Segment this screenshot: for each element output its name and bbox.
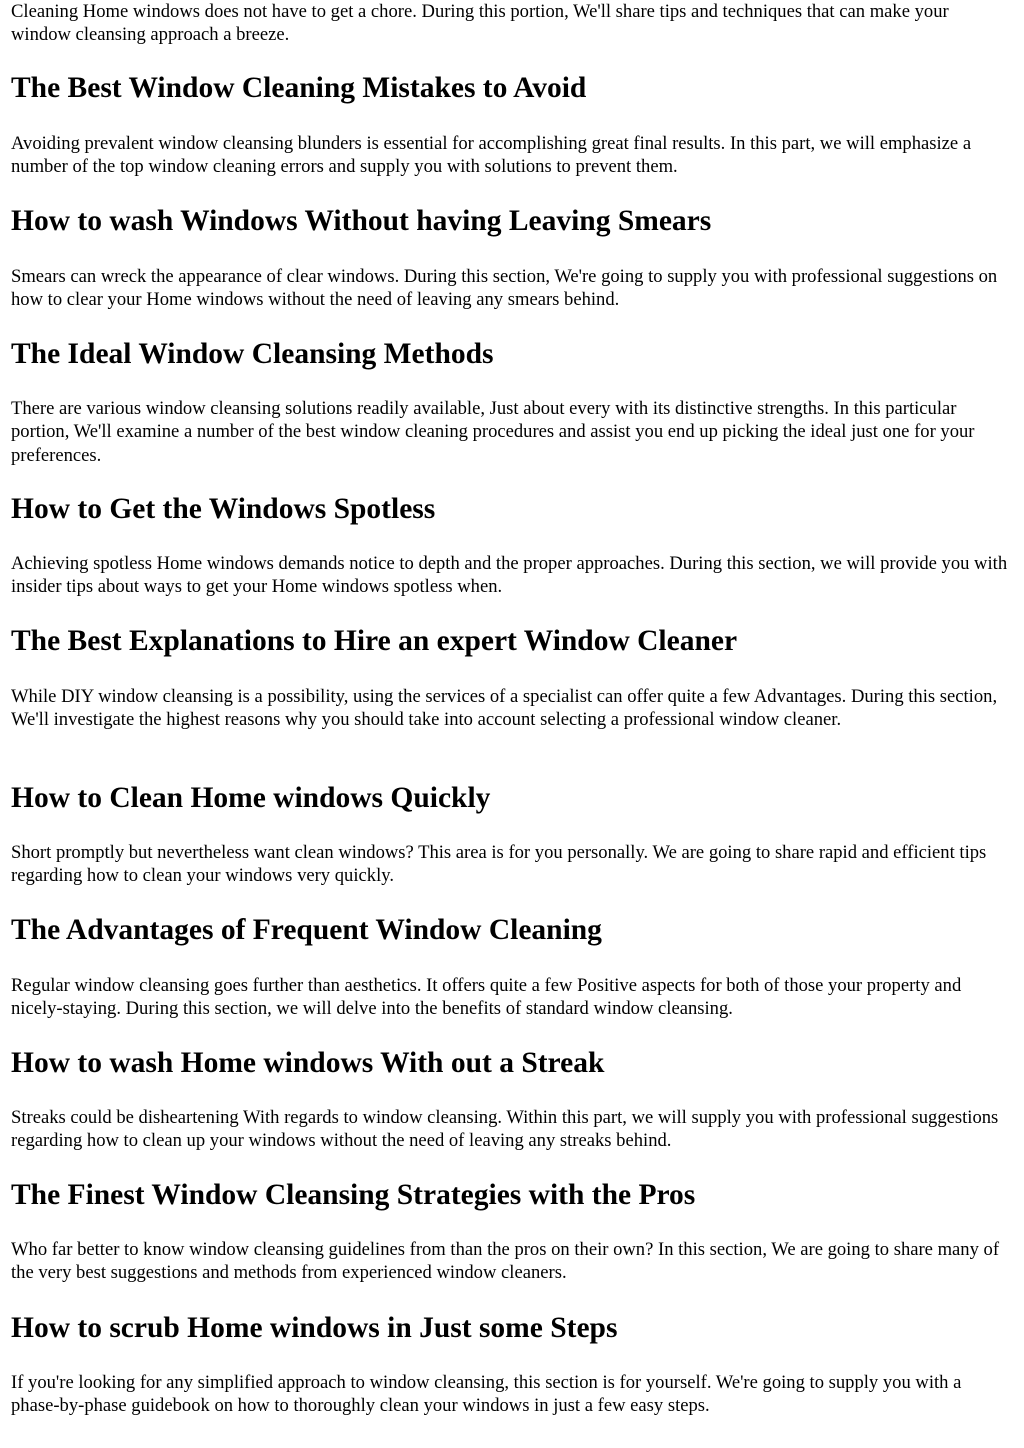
section-paragraph: Smears can wreck the appearance of clear windows. During this section, We're going to supply you with professional suggestions on how to clear your Home windows without the need of leaving any smears behind.	[11, 266, 998, 311]
section-heading: How to wash Home windows With out a Streak	[11, 1047, 605, 1079]
section-paragraph: Avoiding prevalent window cleansing blunders is essential for accomplishing great final results. In this part, we will emphasize a number of the top window cleaning errors and supply you with solutions to prevent them.	[11, 133, 972, 178]
section-heading: How to Get the Windows Spotless	[11, 493, 436, 525]
section-heading: How to scrub Home windows in Just some Steps	[11, 1312, 618, 1344]
section-heading: The Best Window Cleaning Mistakes to Avoid	[11, 72, 587, 104]
section-heading: How to wash Windows Without having Leaving Smears	[11, 205, 712, 237]
section-paragraph: Achieving spotless Home windows demands notice to depth and the proper approaches. During this section, we will provide you with insider tips about ways to get your Home windows spotless when.	[11, 553, 1008, 598]
section-paragraph: There are various window cleansing solutions readily available, Just about every with its distinctive strengths. In this particular portion, We'll examine a number of the best window cleaning procedures and assist you end up picking the ideal just one for your preferences.	[11, 398, 975, 466]
intro-paragraph: Cleaning Home windows does not have to get a chore. During this portion, We'll share tips and techniques that can make your window cleansing approach a breeze.	[11, 1, 949, 46]
section-paragraph: If you're looking for any simplified approach to window cleansing, this section is for yourself. We're going to supply you with a phase-by-phase guidebook on how to thoroughly clean your windows in just a few easy steps.	[11, 1372, 962, 1417]
section-paragraph: Short promptly but nevertheless want clean windows? This area is for you personally. We are going to share rapid and efficient tips regarding how to clean your windows very quickly.	[11, 842, 987, 887]
section-heading: The Finest Window Cleansing Strategies with the Pros	[11, 1179, 696, 1211]
section-paragraph: Streaks could be disheartening With regards to window cleansing. Within this part, we will supply you with professional suggestions regarding how to clean up your windows without the need of leaving any streaks behind.	[11, 1107, 999, 1152]
section-heading: How to Clean Home windows Quickly	[11, 782, 491, 814]
section-heading: The Ideal Window Cleansing Methods	[11, 338, 494, 370]
section-paragraph: Regular window cleansing goes further than aesthetics. It offers quite a few Positive aspects for both of those your property and nicely-staying. During this section, we will delve into the benefits of standard window cleansing.	[11, 975, 962, 1020]
section-heading: The Advantages of Frequent Window Cleaning	[11, 914, 602, 946]
section-paragraph: While DIY window cleansing is a possibility, using the services of a specialist can offer quite a few Advantages. During this section, We'll investigate the highest reasons why you should take into account selecting a professional window cleaner.	[11, 686, 998, 731]
section-paragraph: Who far better to know window cleansing guidelines from than the pros on their own? In this section, We are going to share many of the very best suggestions and methods from experienced window cleaners.	[11, 1239, 1000, 1284]
section-heading: The Best Explanations to Hire an expert Window Cleaner	[11, 625, 738, 657]
